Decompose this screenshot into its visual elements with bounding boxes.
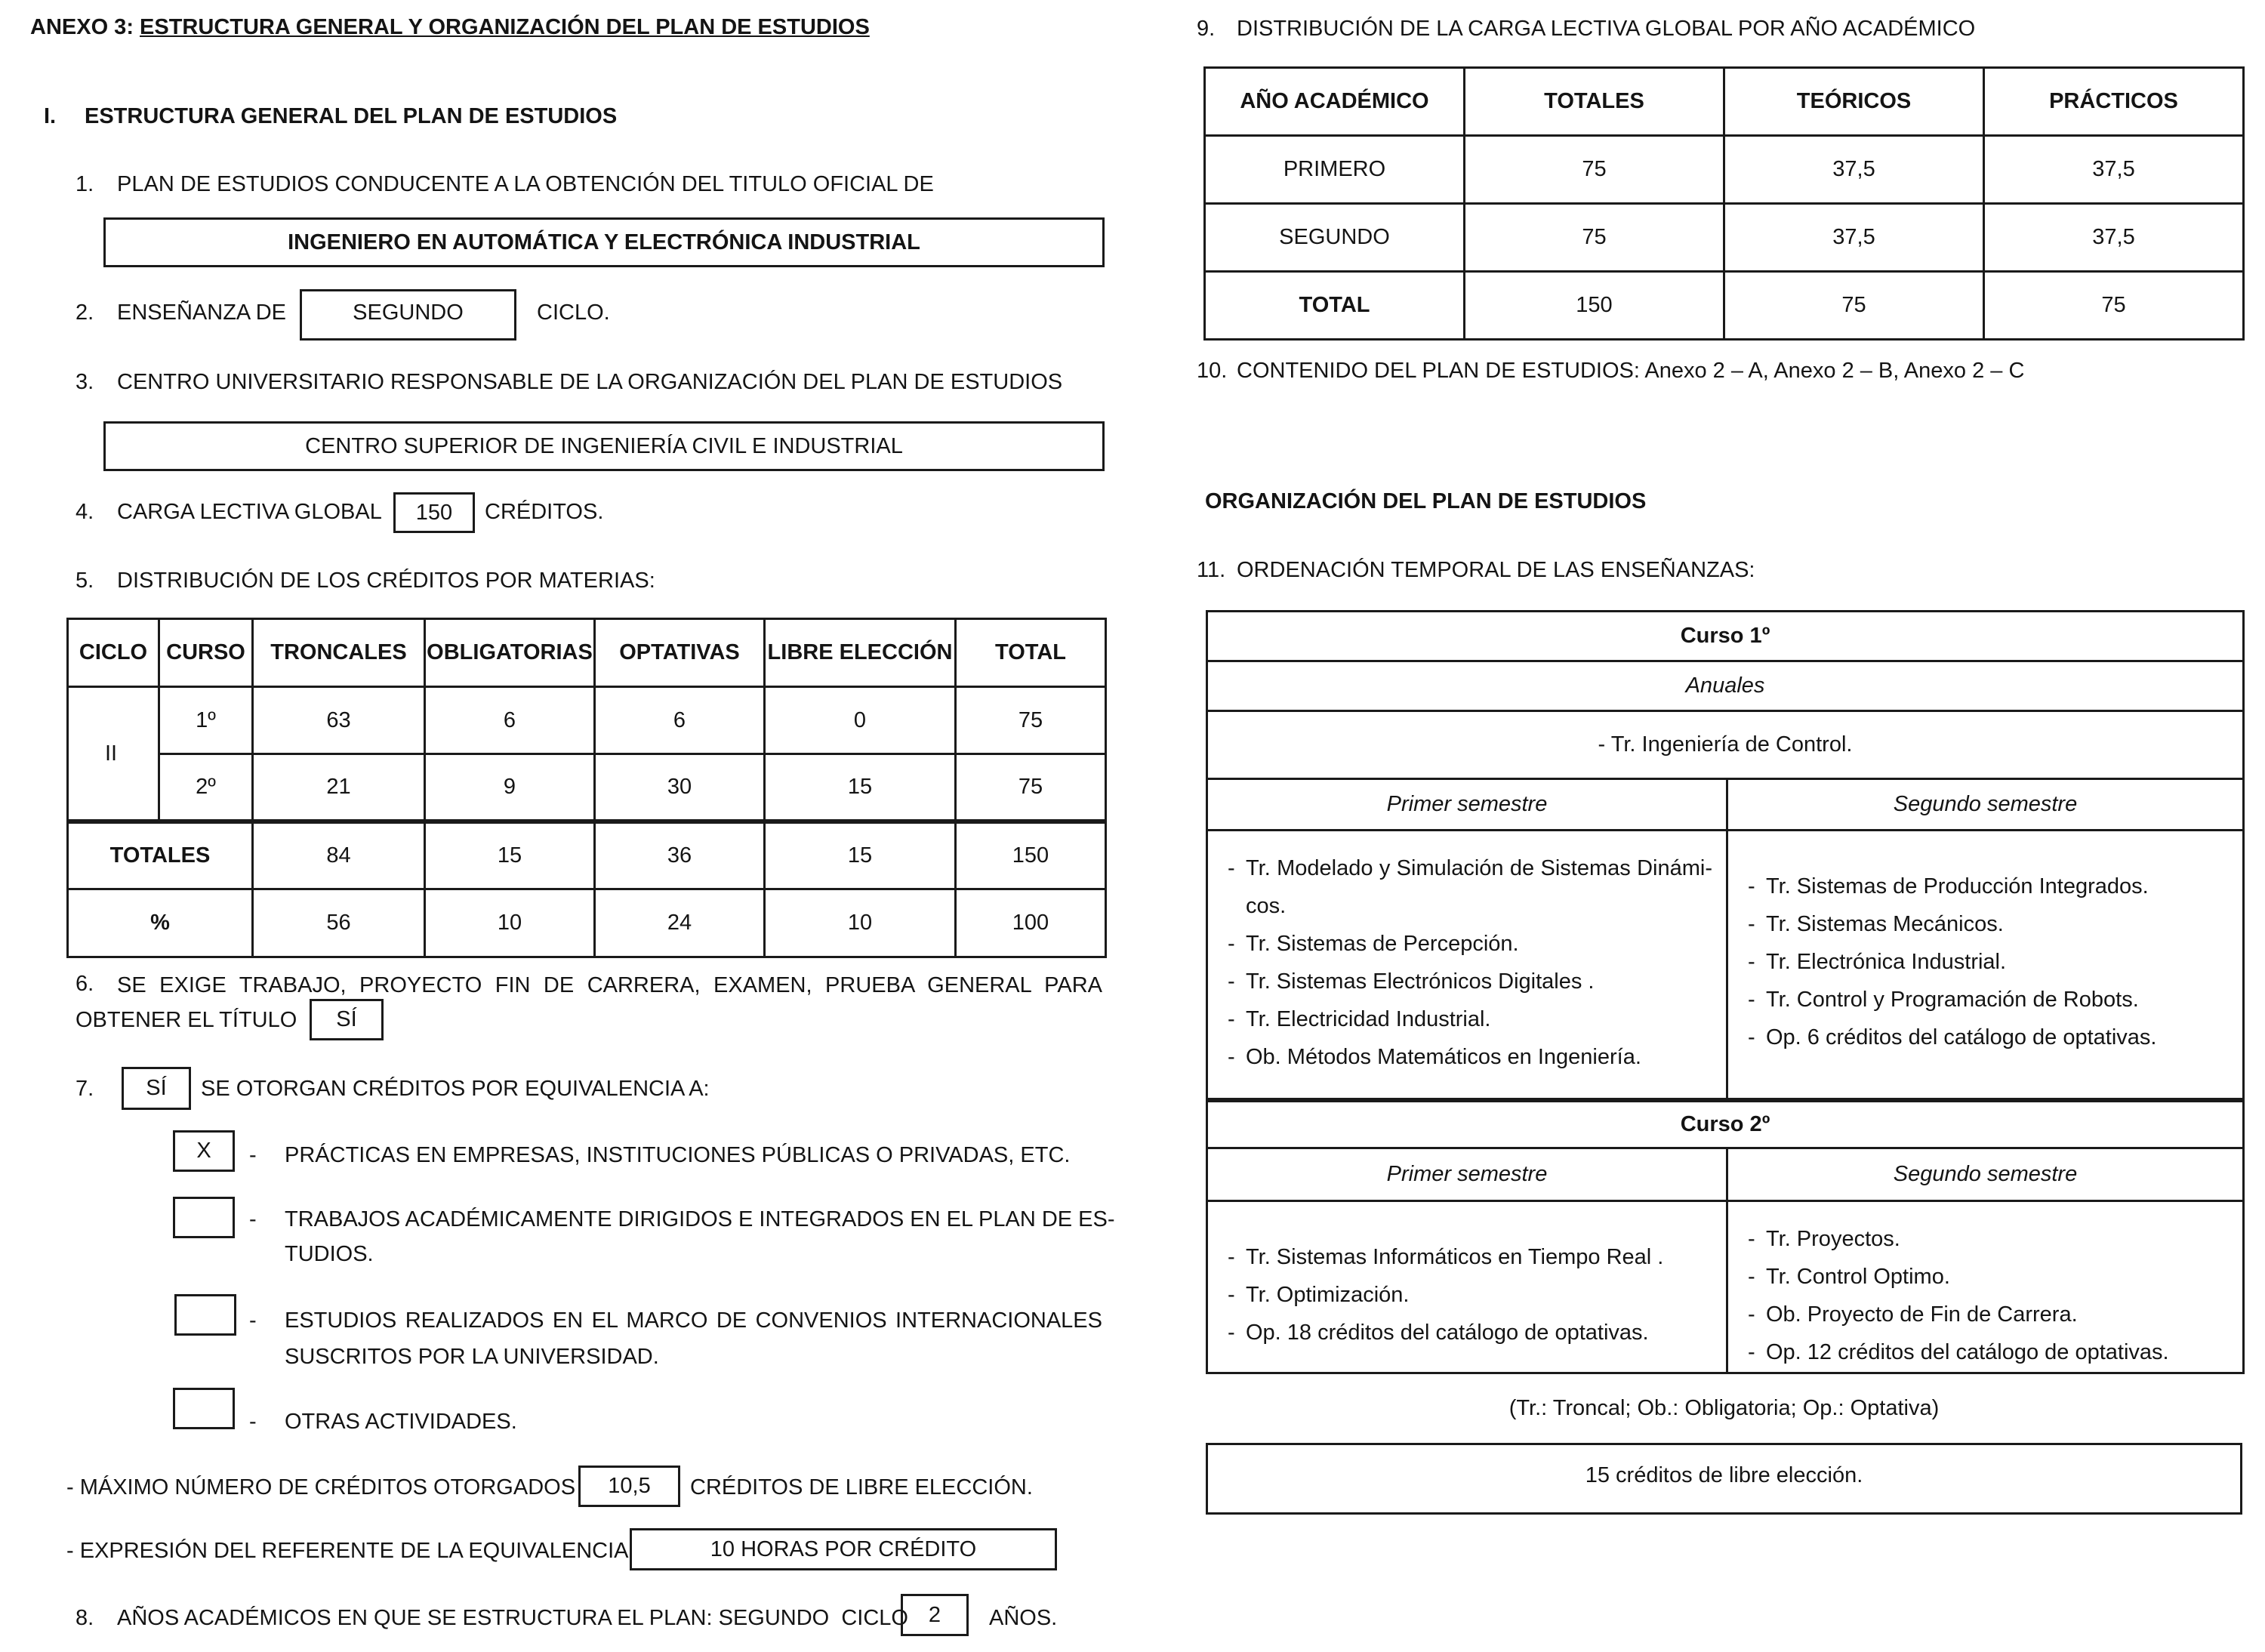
totals-row	[1205, 272, 2244, 340]
final-project-box: SÍ	[310, 999, 384, 1040]
item3-text: CENTRO UNIVERSITARIO RESPONSABLE DE LA ORGANIZACIÓN DEL PLAN DE ESTUDIOS	[117, 370, 1063, 394]
item9-text: DISTRIBUCIÓN DE LA CARGA LECTIVA GLOBAL POR AÑO ACADÉMICO	[1237, 17, 1976, 41]
cycle-box: SEGUNDO	[300, 289, 516, 341]
list-item: - Tr. Electrónica Industrial.	[1748, 943, 2229, 981]
option-dash: -	[249, 1410, 257, 1434]
table-cell: 9	[425, 754, 595, 821]
table-cell: 21	[253, 754, 425, 821]
list-item: - Ob. Proyecto de Fin de Carrera.	[1748, 1296, 2229, 1333]
annex-heading	[30, 14, 870, 41]
table-cell: 37,5	[1984, 136, 2244, 204]
option-label-trabajos-line2: TUDIOS.	[285, 1242, 374, 1266]
table-cell: 15	[425, 821, 595, 889]
max-credits-suffix: CRÉDITOS DE LIBRE ELECCIÓN.	[690, 1475, 1033, 1499]
max-credits-label: - MÁXIMO NÚMERO DE CRÉDITOS OTORGADOS	[66, 1475, 576, 1499]
semester1-label: Primer semestre	[1207, 1148, 1727, 1201]
list-item: - Op. 6 créditos del catálogo de optativas.	[1748, 1019, 2229, 1056]
option-checkbox-otras[interactable]	[173, 1388, 235, 1429]
table-cell: 10	[425, 889, 595, 957]
table-cell: SEGUNDO	[1205, 204, 1465, 272]
item7-text: SE OTORGAN CRÉDITOS POR EQUIVALENCIA A:	[201, 1077, 710, 1101]
academic-years-box: 2	[901, 1594, 969, 1636]
item4-number: 4.	[76, 500, 94, 524]
item8-suffix: AÑOS.	[989, 1606, 1058, 1630]
option-label-convenios-line1: ESTUDIOS REALIZADOS EN EL MARCO DE CONVENIOS INTERNACIONALES	[285, 1308, 1102, 1333]
table-cell: 37,5	[1724, 204, 1984, 272]
course1-semester1-cell	[1207, 831, 1727, 1100]
section1-number: I.	[44, 104, 57, 128]
totals-row	[68, 821, 1106, 889]
column-header: PRÁCTICOS	[1984, 68, 2244, 136]
column-header: CICLO	[68, 619, 159, 687]
table-cell: %	[68, 889, 253, 957]
list-item: - Ob. Métodos Matemáticos en Ingeniería.	[1228, 1038, 1712, 1076]
item9-number: 9.	[1197, 17, 1216, 41]
course2-semester1-cell	[1207, 1201, 1727, 1373]
list-item: - Tr. Electricidad Industrial.	[1228, 1000, 1712, 1038]
abbreviation-legend: (Tr.: Troncal; Ob.: Obligatoria; Op.: Optativa)	[1508, 1396, 1940, 1420]
temporal-ordering-table	[1206, 610, 2245, 1374]
university-center-box: CENTRO SUPERIOR DE INGENIERÍA CIVIL E INDUSTRIAL	[103, 421, 1105, 471]
item6-line1: SE EXIGE TRABAJO, PROYECTO FIN DE CARRERA, EXAMEN, PRUEBA GENERAL PARA	[117, 973, 1102, 997]
percent-row	[68, 889, 1106, 957]
course1-title-row	[1207, 612, 2244, 661]
table-cell: 75	[1465, 204, 1724, 272]
item10-number: 10.	[1197, 359, 1228, 383]
table-row	[1205, 204, 2244, 272]
annex-prefix: ANEXO 3:	[30, 15, 140, 39]
column-header: LIBRE ELECCIÓN	[765, 619, 956, 687]
course1-semester-content-row	[1207, 831, 2244, 1100]
column-header: OBLIGATORIAS	[425, 619, 595, 687]
semester1-label: Primer semestre	[1207, 779, 1727, 831]
item2-number: 2.	[76, 301, 94, 325]
organization-title: ORGANIZACIÓN DEL PLAN DE ESTUDIOS	[1205, 489, 1647, 513]
table-cell: TOTALES	[68, 821, 253, 889]
list-item: - Tr. Sistemas Informáticos en Tiempo Real .	[1228, 1238, 1712, 1276]
table-row	[1205, 136, 2244, 204]
table-header-row	[68, 619, 1106, 687]
table-cell: PRIMERO	[1205, 136, 1465, 204]
option-checkbox-practicas[interactable]: X	[173, 1130, 235, 1172]
equivalence-box: SÍ	[122, 1067, 191, 1110]
item3-number: 3.	[76, 370, 94, 394]
list-item: - Tr. Optimización.	[1228, 1276, 1712, 1314]
course1-semester-header-row	[1207, 779, 2244, 831]
column-header: TEÓRICOS	[1724, 68, 1984, 136]
item6-number: 6.	[76, 972, 94, 996]
option-label-trabajos-line1: TRABAJOS ACADÉMICAMENTE DIRIGIDOS E INTEGRADOS EN EL PLAN DE ES-	[285, 1207, 1115, 1231]
table-cell: 150	[956, 821, 1106, 889]
item4-prefix: CARGA LECTIVA GLOBAL	[117, 500, 382, 524]
course1-title: Curso 1º	[1207, 612, 2244, 661]
table-cell: 30	[595, 754, 765, 821]
credits-by-subject-table	[66, 618, 1107, 958]
course1-semester2-list	[1728, 831, 2242, 1056]
list-item: - Op. 12 créditos del catálogo de optativas.	[1748, 1333, 2229, 1371]
course1-semester1-list	[1208, 831, 1726, 1076]
course1-anuales-label-row	[1207, 661, 2244, 711]
option-checkbox-convenios[interactable]	[174, 1294, 236, 1336]
list-item: - Tr. Sistemas de Percepción.	[1228, 925, 1712, 963]
item6-line2: OBTENER EL TÍTULO	[76, 1008, 297, 1032]
course1-anuales-row	[1207, 711, 2244, 779]
column-header: TOTAL	[956, 619, 1106, 687]
table-row	[68, 687, 1106, 754]
column-header: CURSO	[159, 619, 253, 687]
item4-suffix: CRÉDITOS.	[485, 500, 604, 524]
degree-title-box: INGENIERO EN AUTOMÁTICA Y ELECTRÓNICA INDUSTRIAL	[103, 217, 1105, 267]
semester2-label: Segundo semestre	[1727, 1148, 2244, 1201]
column-header: TOTALES	[1465, 68, 1724, 136]
table-cell: 56	[253, 889, 425, 957]
table-cell: 37,5	[1984, 204, 2244, 272]
course2-semester-header-row	[1207, 1148, 2244, 1201]
table-cell: 75	[1465, 136, 1724, 204]
equivalence-referent-label: - EXPRESIÓN DEL REFERENTE DE LA EQUIVALENCIA	[66, 1539, 629, 1563]
item11-text: ORDENACIÓN TEMPORAL DE LAS ENSEÑANZAS:	[1237, 558, 1755, 582]
course2-title-row	[1207, 1100, 2244, 1148]
course2-semester2-cell	[1727, 1201, 2244, 1373]
table-cell: 36	[595, 821, 765, 889]
course1-semester2-cell	[1727, 831, 2244, 1100]
option-checkbox-trabajos[interactable]	[173, 1197, 235, 1238]
list-item: - Tr. Sistemas Electrónicos Digitales .	[1228, 963, 1712, 1000]
column-header: AÑO ACADÉMICO	[1205, 68, 1465, 136]
item10-text: CONTENIDO DEL PLAN DE ESTUDIOS: Anexo 2 – A, Anexo 2 – B, Anexo 2 – C	[1237, 359, 2025, 383]
list-item: - Tr. Sistemas de Producción Integrados.	[1748, 868, 2229, 905]
item1-text: PLAN DE ESTUDIOS CONDUCENTE A LA OBTENCIÓN DEL TITULO OFICIAL DE	[117, 172, 934, 196]
course2-semester-content-row	[1207, 1201, 2244, 1373]
option-dash: -	[249, 1308, 257, 1333]
list-item: - Tr. Control y Programación de Robots.	[1748, 981, 2229, 1019]
item7-number: 7.	[76, 1077, 94, 1101]
load-by-year-table	[1203, 66, 2245, 341]
list-item: - Op. 18 créditos del catálogo de optativas.	[1228, 1314, 1712, 1351]
table-cell: 6	[595, 687, 765, 754]
table-cell: TOTAL	[1205, 272, 1465, 340]
item2-suffix: CICLO.	[537, 301, 610, 325]
section1-title: ESTRUCTURA GENERAL DEL PLAN DE ESTUDIOS	[85, 104, 618, 128]
option-label-practicas: PRÁCTICAS EN EMPRESAS, INSTITUCIONES PÚBLICAS O PRIVADAS, ETC.	[285, 1143, 1071, 1167]
table-cell: 1º	[159, 687, 253, 754]
equivalence-referent-box: 10 HORAS POR CRÉDITO	[630, 1528, 1057, 1570]
table-cell: 150	[1465, 272, 1724, 340]
table-cell: 15	[765, 754, 956, 821]
table-cell: 6	[425, 687, 595, 754]
table-cell: II	[68, 687, 159, 821]
option-dash: -	[249, 1207, 257, 1231]
item11-number: 11.	[1197, 558, 1226, 582]
anuales-label: Anuales	[1207, 661, 2244, 711]
table-cell: 10	[765, 889, 956, 957]
table-cell: 0	[765, 687, 956, 754]
free-choice-credits-box: 15 créditos de libre elección.	[1206, 1443, 2242, 1515]
table-cell: 75	[1984, 272, 2244, 340]
list-item: - Tr. Modelado y Simulación de Sistemas Dinámi- cos.	[1228, 849, 1712, 925]
table-cell: 63	[253, 687, 425, 754]
option-label-otras: OTRAS ACTIVIDADES.	[285, 1410, 517, 1434]
table-cell: 75	[956, 687, 1106, 754]
anuales-item: - Tr. Ingeniería de Control.	[1207, 711, 2244, 779]
item1-number: 1.	[76, 172, 94, 196]
table-cell: 37,5	[1724, 136, 1984, 204]
item8-text: AÑOS ACADÉMICOS EN QUE SE ESTRUCTURA EL PLAN: SEGUNDO CICLO	[117, 1606, 908, 1630]
course2-title: Curso 2º	[1207, 1100, 2244, 1148]
course2-semester1-list	[1208, 1202, 1726, 1351]
global-credits-box: 150	[393, 492, 475, 533]
item2-prefix: ENSEÑANZA DE	[117, 301, 286, 325]
table-cell: 2º	[159, 754, 253, 821]
semester2-label: Segundo semestre	[1727, 779, 2244, 831]
table-cell: 84	[253, 821, 425, 889]
table-cell: 75	[956, 754, 1106, 821]
table-cell: 15	[765, 821, 956, 889]
list-item: - Tr. Sistemas Mecánicos.	[1748, 905, 2229, 943]
annex-title: ESTRUCTURA GENERAL Y ORGANIZACIÓN DEL PLAN DE ESTUDIOS	[140, 15, 870, 39]
option-label-convenios-line2: SUSCRITOS POR LA UNIVERSIDAD.	[285, 1345, 659, 1369]
list-item: - Tr. Proyectos.	[1748, 1220, 2229, 1258]
item8-number: 8.	[76, 1606, 94, 1630]
table-cell: 100	[956, 889, 1106, 957]
table-cell: 75	[1724, 272, 1984, 340]
column-header: TRONCALES	[253, 619, 425, 687]
table-row	[68, 754, 1106, 821]
item5-text: DISTRIBUCIÓN DE LOS CRÉDITOS POR MATERIAS:	[117, 569, 655, 593]
table-header-row	[1205, 68, 2244, 136]
item5-number: 5.	[76, 569, 94, 593]
course2-semester2-list	[1728, 1202, 2242, 1371]
list-item: - Tr. Control Optimo.	[1748, 1258, 2229, 1296]
option-dash: -	[249, 1143, 257, 1167]
column-header: OPTATIVAS	[595, 619, 765, 687]
table-cell: 24	[595, 889, 765, 957]
max-credits-box: 10,5	[578, 1466, 680, 1507]
